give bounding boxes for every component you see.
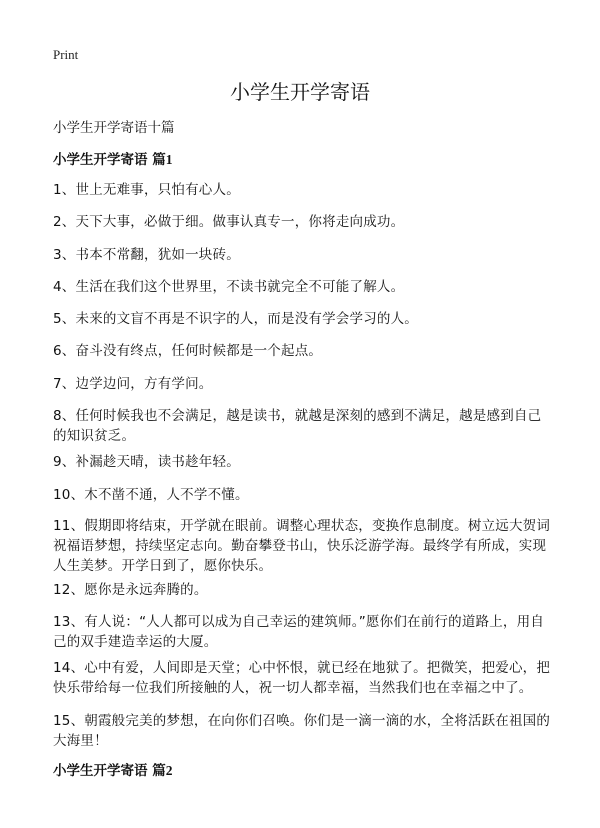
- list-item: 5、未来的文盲不再是不识字的人，而是没有学会学习的人。: [53, 311, 418, 327]
- list-item: 11、假期即将结束，开学就在眼前。调整心理状态，变换作息制度。树立远大贺词祝福语梦想，持续坚定志向。勤奋攀登书山，快乐泛游学海。最终学有所成，实现人生美梦。开学日到了，愿你快乐。: [53, 518, 551, 574]
- page-title: 小学生开学寄语: [230, 80, 370, 104]
- list-item: 9、补漏趁天晴，读书趁年轻。: [53, 454, 240, 470]
- section-heading-2: [53, 762, 172, 780]
- section-heading-text: 小学生开学寄语 篇: [53, 763, 166, 779]
- list-item: 6、奋斗没有终点，任何时候都是一个起点。: [53, 343, 323, 359]
- section-heading-text: 小学生开学寄语 篇: [53, 152, 166, 168]
- list-item: 8、任何时候我也不会满足，越是读书，就越是深刻的感到不满足，越是感到自己的知识贫乏。: [53, 408, 542, 444]
- list-item: 12、愿你是永远奔腾的。: [53, 582, 208, 598]
- list-item: 14、心中有爱，人间即是天堂；心中怀恨，就已经在地狱了。把微笑，把爱心，把快乐带给每一位我们所接触的人，祝一切人都幸福，当然我们也在幸福之中了。: [53, 660, 551, 696]
- list-item: 10、木不凿不通，人不学不懂。: [53, 487, 249, 503]
- section-heading-1: [53, 151, 172, 169]
- list-item: 1、世上无难事，只怕有心人。: [53, 182, 240, 198]
- list-item: 3、书本不常翻，犹如一块砖。: [53, 247, 240, 263]
- list-item: 15、朝霞般完美的梦想，在向你们召唤。你们是一滴一滴的水，全将活跃在祖国的大海里！: [53, 713, 551, 749]
- list-item: 7、边学边问，方有学问。: [53, 376, 213, 392]
- list-item: 2、天下大事，必做于细。做事认真专一，你将走向成功。: [53, 214, 405, 230]
- section-heading-number: 1: [165, 152, 173, 167]
- document-subtitle: 小学生开学寄语十篇: [53, 120, 175, 136]
- print-link[interactable]: Print: [53, 47, 79, 62]
- section-heading-number: 2: [165, 763, 173, 778]
- list-item: 13、有人说：“人人都可以成为自己幸运的建筑师。”愿你们在前行的道路上，用自己的双手建造幸运的大厦。: [53, 614, 545, 650]
- list-item: 4、生活在我们这个世界里，不读书就完全不可能了解人。: [53, 279, 405, 295]
